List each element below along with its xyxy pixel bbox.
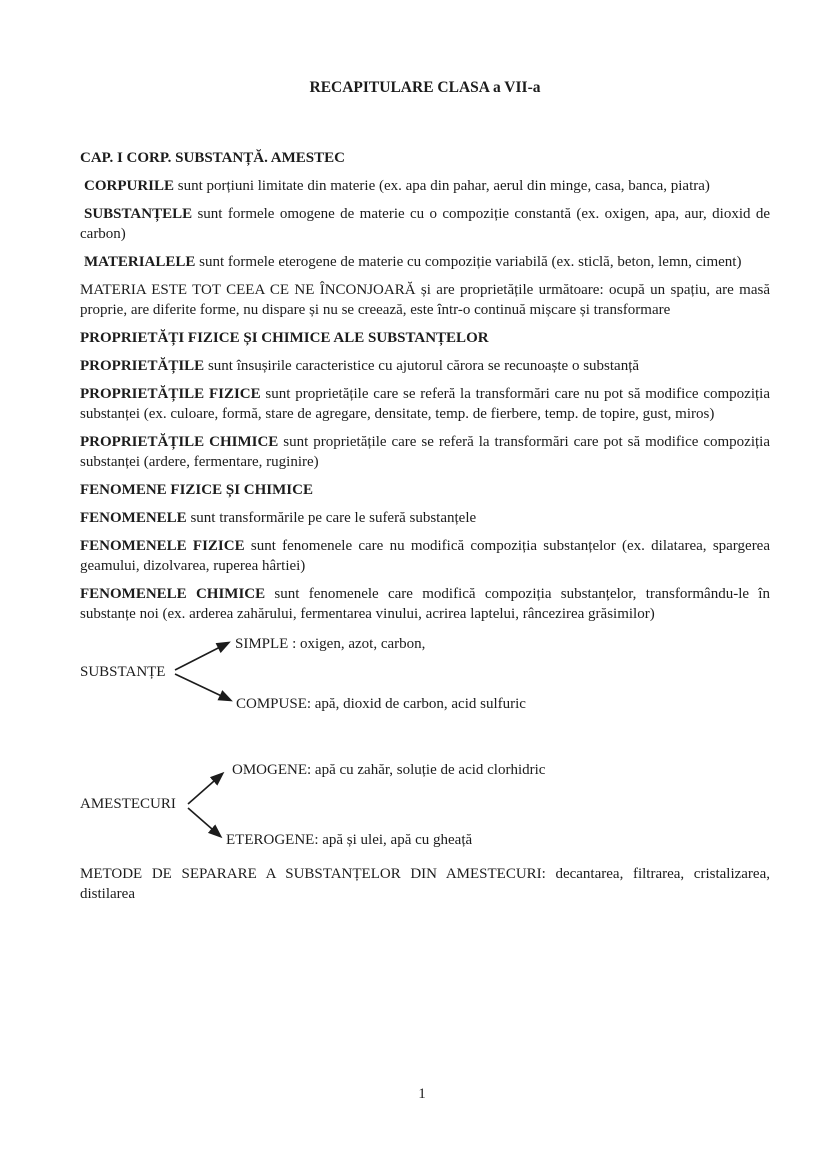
term-label: MATERIALELE — [84, 254, 196, 270]
paragraph-materia: MATERIA ESTE TOT CEEA CE NE ÎNCONJOARĂ și are proprietățile următoare: ocupă un spațiu, are masă proprie, are diferite forme, nu dispare și nu se creează, este într-o continuă mișcare și transformare — [80, 282, 770, 318]
diagram-branch-omogene: OMOGENE: apă cu zahăr, soluție de acid clorhidric — [232, 762, 546, 778]
definition-corpurile — [80, 176, 770, 196]
definition-text: sunt fenomenele care nu modifică compoziția substanțelor (ex. dilatarea, spargerea geamului, dizolvarea, ruperea hârtiei) — [80, 538, 771, 574]
definition-fenomenele — [80, 508, 770, 528]
diagram-root-label: SUBSTANȚE — [80, 664, 166, 680]
paragraph-metode-separare: METODE DE SEPARARE A SUBSTANȚELOR DIN AMESTECURI: decantarea, filtrarea, cristalizarea, distilarea — [80, 866, 770, 902]
term-label: PROPRIETĂȚILE FIZICE — [80, 386, 261, 402]
term-label: SUBSTANȚELE — [84, 206, 193, 222]
document-title: RECAPITULARE CLASA a VII-a — [309, 79, 541, 96]
term-label: PROPRIETĂȚILE CHIMICE — [80, 434, 279, 450]
diagram-branch-eterogene: ETEROGENE: apă și ulei, apă cu gheață — [226, 832, 473, 848]
phenomena-section-heading: FENOMENE FIZICE ȘI CHIMICE — [80, 482, 313, 498]
definition-text: sunt proprietățile care se referă la transformări care nu pot să modifice compoziția substanței (ex. culoare, formă, stare de agregare, densitate, temp. de fierbere, temp. de topire, gust, miros) — [80, 386, 771, 422]
branch-arrows-icon — [170, 636, 240, 710]
substances-classification-diagram — [80, 632, 770, 714]
definition-substantele — [80, 204, 770, 244]
definition-proprietatile-fizice — [80, 384, 770, 424]
term-label: FENOMENELE CHIMICE — [80, 586, 266, 602]
term-label: CORPURILE — [84, 178, 175, 194]
term-label: FENOMENELE FIZICE — [80, 538, 245, 554]
diagram-root-label: AMESTECURI — [80, 796, 176, 812]
term-label: PROPRIETĂȚILE — [80, 358, 205, 374]
definition-text: sunt formele omogene de materie cu o compoziție constantă (ex. oxigen, apa, aur, dioxid de carbon) — [80, 206, 770, 242]
definition-materialele — [80, 252, 770, 272]
definition-text: sunt transformările pe care le suferă substanțele — [186, 510, 477, 526]
mixtures-classification-diagram — [80, 758, 770, 850]
properties-section-heading: PROPRIETĂȚI FIZICE ȘI CHIMICE ALE SUBSTANȚELOR — [80, 330, 489, 346]
diagram-branch-compuse: COMPUSE: apă, dioxid de carbon, acid sulfuric — [236, 696, 526, 712]
definition-fenomenele-chimice — [80, 584, 770, 624]
definition-proprietatile — [80, 356, 770, 376]
definition-text: sunt fenomenele care modifică compoziția substanțelor, transformându-le în substanțe noi (ex. arderea zahărului, fermentarea vinului, acrirea laptelui, râncezirea grăsimilor) — [80, 586, 770, 622]
definition-text: sunt porțiuni limitate din materie (ex. apa din pahar, aerul din minge, casa, banca, piatra) — [174, 178, 710, 194]
definition-text: sunt formele eterogene de materie cu compoziție variabilă (ex. sticlă, beton, lemn, ciment) — [195, 254, 742, 270]
page-number: 1 — [418, 1086, 426, 1102]
definition-text: sunt însușirile caracteristice cu ajutorul cărora se recunoaște o substanță — [204, 358, 640, 374]
definition-proprietatile-chimice — [80, 432, 770, 472]
term-label: FENOMENELE — [80, 510, 187, 526]
definition-fenomenele-fizice — [80, 536, 770, 576]
definition-text: sunt proprietățile care se referă la transformări care pot să modifice compoziția substanței (ardere, fermentare, ruginire) — [80, 434, 770, 470]
chapter-heading: CAP. I CORP. SUBSTANȚĂ. AMESTEC — [80, 150, 345, 166]
diagram-branch-simple: SIMPLE : oxigen, azot, carbon, — [235, 636, 426, 652]
